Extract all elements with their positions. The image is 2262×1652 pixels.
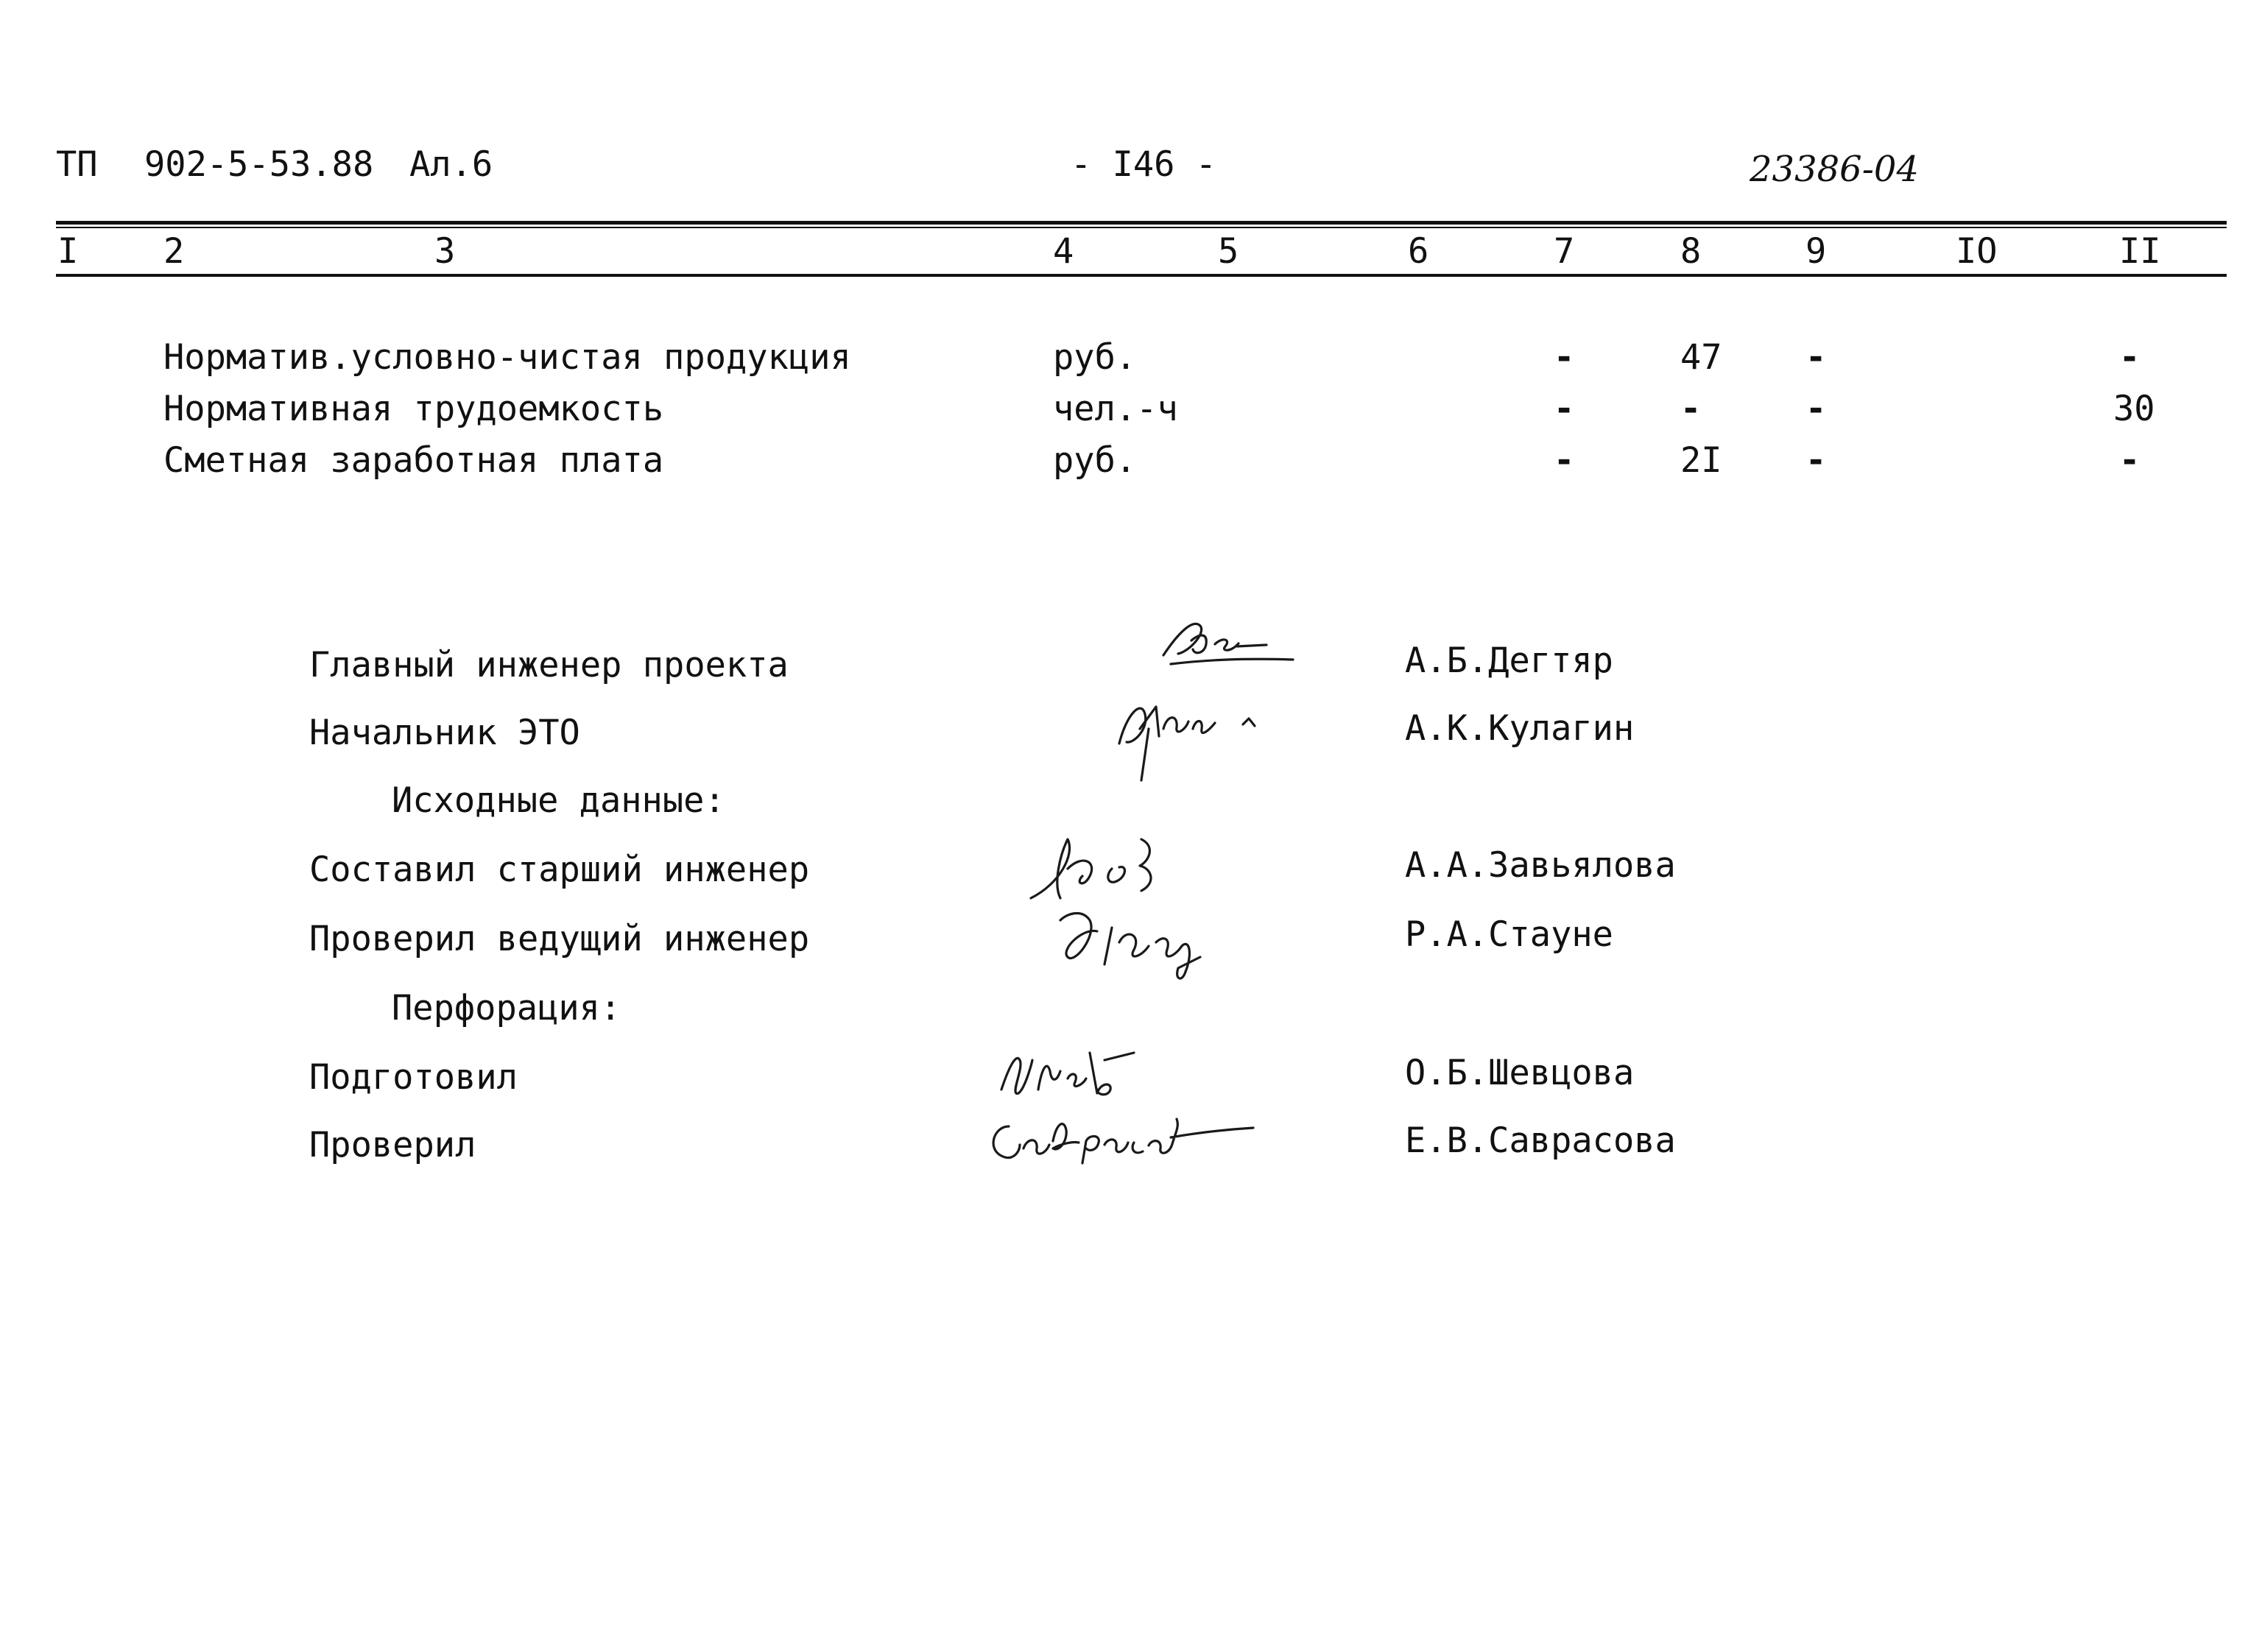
signature-shevtsova-icon xyxy=(987,1038,1178,1104)
column-header-7: 7 xyxy=(1554,231,1575,272)
row-col11: 30 xyxy=(2113,389,2155,429)
row-name: Нормативная трудоемкость xyxy=(163,389,664,429)
row-col7: - xyxy=(1554,337,1575,378)
signatory-name: А.Б.Дегтяр xyxy=(1405,640,1613,681)
signatory-role: Проверил ведущий инженер xyxy=(309,919,810,959)
signatory-name: А.К.Кулагин xyxy=(1405,708,1635,749)
row-col9: - xyxy=(1805,389,1827,429)
row-col7: - xyxy=(1554,389,1575,429)
signatory-name: А.А.Завьялова xyxy=(1405,845,1676,886)
row-col8: 2I xyxy=(1680,440,1722,481)
section-heading: Перфорация: xyxy=(392,988,621,1028)
signatory-name: О.Б.Шевцова xyxy=(1405,1053,1635,1093)
signature-degtyar-icon xyxy=(1149,611,1296,677)
row-unit: чел.-ч xyxy=(1053,389,1178,429)
row-col7: - xyxy=(1554,440,1575,481)
column-header-5: 5 xyxy=(1218,231,1239,272)
column-header-1: I xyxy=(57,231,79,272)
column-header-9: 9 xyxy=(1805,231,1827,272)
signatory-role: Проверил xyxy=(309,1125,476,1165)
signature-kulagin-icon xyxy=(1104,685,1274,788)
signatory-role: Начальник ЭТО xyxy=(309,713,580,753)
signatory-name: Р.А.Стауне xyxy=(1405,914,1613,955)
row-unit: руб. xyxy=(1053,440,1137,481)
row-name: Сметная заработная плата xyxy=(163,440,664,481)
row-col8: 47 xyxy=(1680,337,1722,378)
signatory-role: Подготовил xyxy=(309,1057,518,1098)
signatory-role: Главный инженер проекта xyxy=(309,645,789,685)
signatory-role: Составил старший инженер xyxy=(309,850,810,890)
row-col11: - xyxy=(2119,440,2141,481)
album-number: Ал.6 xyxy=(409,144,493,185)
section-heading: Исходные данные: xyxy=(392,780,725,821)
column-header-4: 4 xyxy=(1053,231,1074,272)
row-col9: - xyxy=(1805,337,1827,378)
column-header-11: II xyxy=(2119,231,2161,272)
doc-code: ТП xyxy=(56,144,98,185)
table-top-rule xyxy=(56,221,2227,225)
column-header-3: 3 xyxy=(434,231,456,272)
signatory-name: Е.В.Саврасова xyxy=(1405,1120,1676,1161)
signature-zavyalova-stoune-icon xyxy=(1016,825,1266,994)
page-number: - I46 - xyxy=(1071,144,1217,185)
handwritten-doc-number: 23386-04 xyxy=(1750,149,1919,190)
column-header-8: 8 xyxy=(1680,231,1702,272)
column-header-2: 2 xyxy=(163,231,185,272)
row-col9: - xyxy=(1805,440,1827,481)
column-header-10: IO xyxy=(1956,231,1998,272)
signature-savrasova-icon xyxy=(979,1097,1259,1178)
project-number: 902-5-53.88 xyxy=(144,144,374,185)
row-col11: - xyxy=(2119,337,2141,378)
column-header-6: 6 xyxy=(1408,231,1429,272)
row-unit: руб. xyxy=(1053,337,1137,378)
table-header-rule xyxy=(56,274,2227,277)
row-col8: - xyxy=(1680,389,1702,429)
row-name: Норматив.условно-чистая продукция xyxy=(163,337,851,378)
table-top-rule-thin xyxy=(56,227,2227,228)
